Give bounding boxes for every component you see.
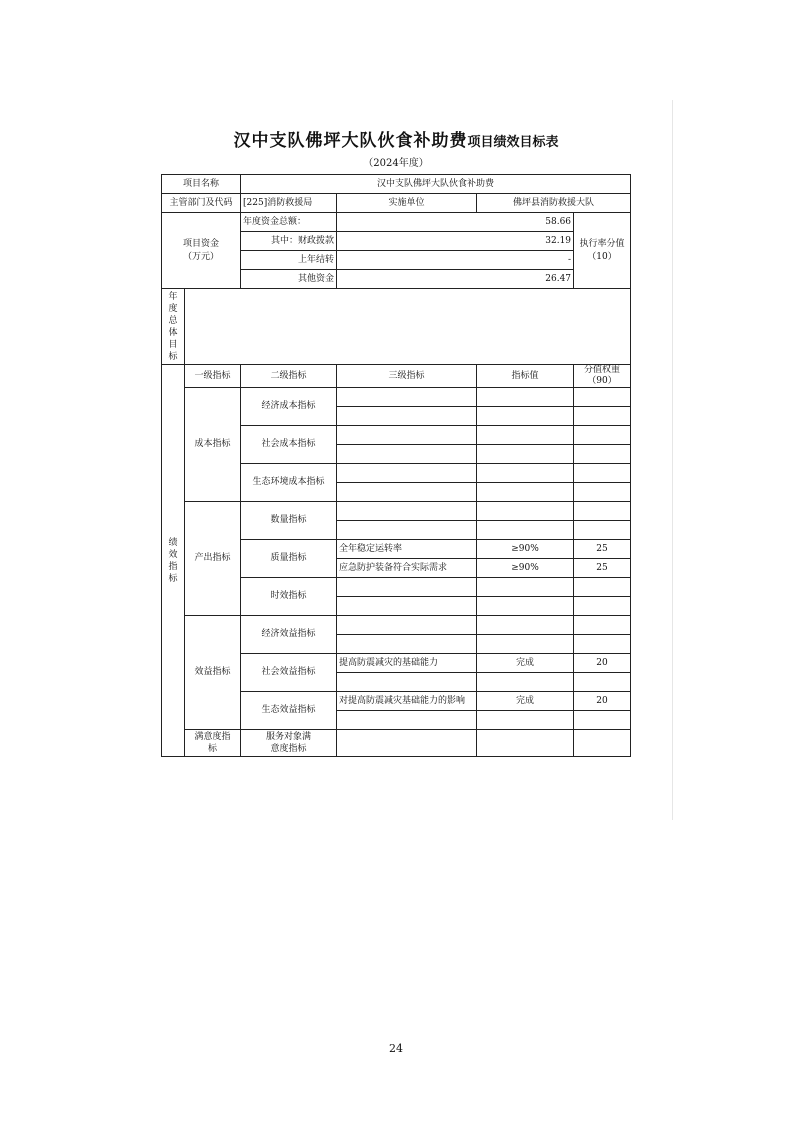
cell-empty: [574, 711, 631, 730]
page-number: 24: [389, 1042, 403, 1055]
cell-empty: [337, 483, 477, 502]
service-text: 服务对象满意度指标: [266, 732, 312, 754]
cell-empty: [574, 578, 631, 597]
cell-empty: [477, 673, 574, 692]
annual-goal-text: 年度总体目标: [168, 291, 178, 362]
cell-empty: [337, 711, 477, 730]
sub-service: [241, 730, 337, 757]
value-annual-goal: [185, 289, 631, 365]
cell-empty: [337, 616, 477, 635]
e1-value: 完成: [477, 692, 574, 711]
cell-empty: [337, 388, 477, 407]
cell-empty: [574, 635, 631, 654]
cat-cost: 成本指标: [185, 388, 241, 502]
q1-name: 全年稳定运转率: [337, 540, 477, 559]
label-project-name: 项目名称: [162, 175, 241, 194]
cell-empty: [337, 635, 477, 654]
cell-empty: [337, 578, 477, 597]
value-department: [225]消防救援局: [241, 194, 337, 213]
cell-empty: [574, 673, 631, 692]
cell-empty: [337, 673, 477, 692]
sub-quantity: 数量指标: [241, 502, 337, 540]
sub-timeliness: 时效指标: [241, 578, 337, 616]
cell-empty: [477, 616, 574, 635]
cell-empty: [574, 483, 631, 502]
value-project-name: 汉中支队佛坪大队伙食补助费: [241, 175, 631, 194]
sub-econ-cost: 经济成本指标: [241, 388, 337, 426]
execution-rate-text: 执行率分值（10）: [579, 238, 625, 262]
cell-empty: [574, 407, 631, 426]
sub-social-benefit: 社会效益指标: [241, 654, 337, 692]
s1-name: 提高防震减灾的基础能力: [337, 654, 477, 673]
value-funds-fiscal: 32.19: [337, 232, 574, 251]
header-level2: 二级指标: [241, 365, 337, 388]
cell-empty: [477, 597, 574, 616]
cell-empty: [477, 578, 574, 597]
q1-weight: 25: [574, 540, 631, 559]
s1-value: 完成: [477, 654, 574, 673]
cell-empty: [574, 502, 631, 521]
label-implementing-unit: 实施单位: [337, 194, 477, 213]
cell-empty: [337, 521, 477, 540]
cell-empty: [574, 426, 631, 445]
performance-table: [161, 174, 631, 757]
cat-output: 产出指标: [185, 502, 241, 616]
cat-benefit: 效益指标: [185, 616, 241, 730]
value-funds-total: 58.66: [337, 213, 574, 232]
e1-weight: 20: [574, 692, 631, 711]
year-subtitle: （2024年度）: [363, 158, 429, 169]
table-row: [162, 388, 631, 407]
q2-value: ≥90%: [477, 559, 574, 578]
label-funds-carryover: 上年结转: [241, 251, 337, 270]
cell-empty: [477, 521, 574, 540]
cell-empty: [477, 635, 574, 654]
row-project-name: [162, 175, 631, 194]
cell-empty: [574, 388, 631, 407]
label-funds-other: 其他资金: [241, 270, 337, 289]
value-implementing-unit: 佛坪县消防救援大队: [477, 194, 631, 213]
q2-name: 应急防护装备符合实际需求: [337, 559, 477, 578]
satisfaction-text: 满意度指标: [194, 732, 231, 754]
document-title: [0, 126, 792, 151]
header-level1: 一级指标: [185, 365, 241, 388]
value-funds-carryover: -: [337, 251, 574, 270]
cell-empty: [477, 730, 574, 757]
sub-social-cost: 社会成本指标: [241, 426, 337, 464]
cell-empty: [477, 407, 574, 426]
label-annual-goal: [162, 289, 185, 365]
title-main: 汉中支队佛坪大队伙食补助费: [233, 131, 468, 151]
cat-satisfaction: [185, 730, 241, 757]
cell-empty: [337, 502, 477, 521]
s1-weight: 20: [574, 654, 631, 673]
value-funds-other: 26.47: [337, 270, 574, 289]
cell-empty: [337, 464, 477, 483]
page-edge-rule: [672, 100, 673, 820]
table-row: [162, 616, 631, 635]
performance-text: 绩效指标: [168, 537, 178, 584]
q1-value: ≥90%: [477, 540, 574, 559]
header-weight: 分值权重（90）: [574, 365, 631, 388]
table-row: [162, 730, 631, 757]
row-indicator-header: [162, 365, 631, 388]
label-funds-total: 年度资金总额：: [241, 213, 337, 232]
row-funds-total: [162, 213, 631, 232]
cell-empty: [574, 616, 631, 635]
cell-empty: [477, 502, 574, 521]
funds-label-text: 项目资金（万元）: [182, 238, 219, 262]
label-performance: [162, 365, 185, 757]
cell-empty: [477, 483, 574, 502]
cell-empty: [574, 464, 631, 483]
label-execution-rate: [574, 213, 631, 289]
cell-empty: [574, 445, 631, 464]
row-annual-goal: [162, 289, 631, 365]
label-funds-fiscal: 其中：财政拨款: [241, 232, 337, 251]
label-project-funds: [162, 213, 241, 289]
cell-empty: [574, 597, 631, 616]
header-value: 指标值: [477, 365, 574, 388]
e1-name: 对提高防震减灾基础能力的影响: [337, 692, 477, 711]
header-level3: 三级指标: [337, 365, 477, 388]
q2-weight: 25: [574, 559, 631, 578]
cell-empty: [337, 730, 477, 757]
cell-empty: [337, 597, 477, 616]
cell-empty: [337, 426, 477, 445]
title-suffix: 项目绩效目标表: [467, 135, 559, 150]
sub-eco-benefit: 生态效益指标: [241, 692, 337, 730]
table-row: [162, 502, 631, 521]
cell-empty: [477, 711, 574, 730]
cell-empty: [477, 426, 574, 445]
sub-quality: 质量指标: [241, 540, 337, 578]
cell-empty: [477, 388, 574, 407]
cell-empty: [337, 407, 477, 426]
label-department: 主管部门及代码: [162, 194, 241, 213]
sub-econ-benefit: 经济效益指标: [241, 616, 337, 654]
cell-empty: [574, 730, 631, 757]
cell-empty: [477, 464, 574, 483]
row-department: [162, 194, 631, 213]
sub-eco-cost: 生态环境成本指标: [241, 464, 337, 502]
cell-empty: [477, 445, 574, 464]
cell-empty: [337, 445, 477, 464]
cell-empty: [574, 521, 631, 540]
